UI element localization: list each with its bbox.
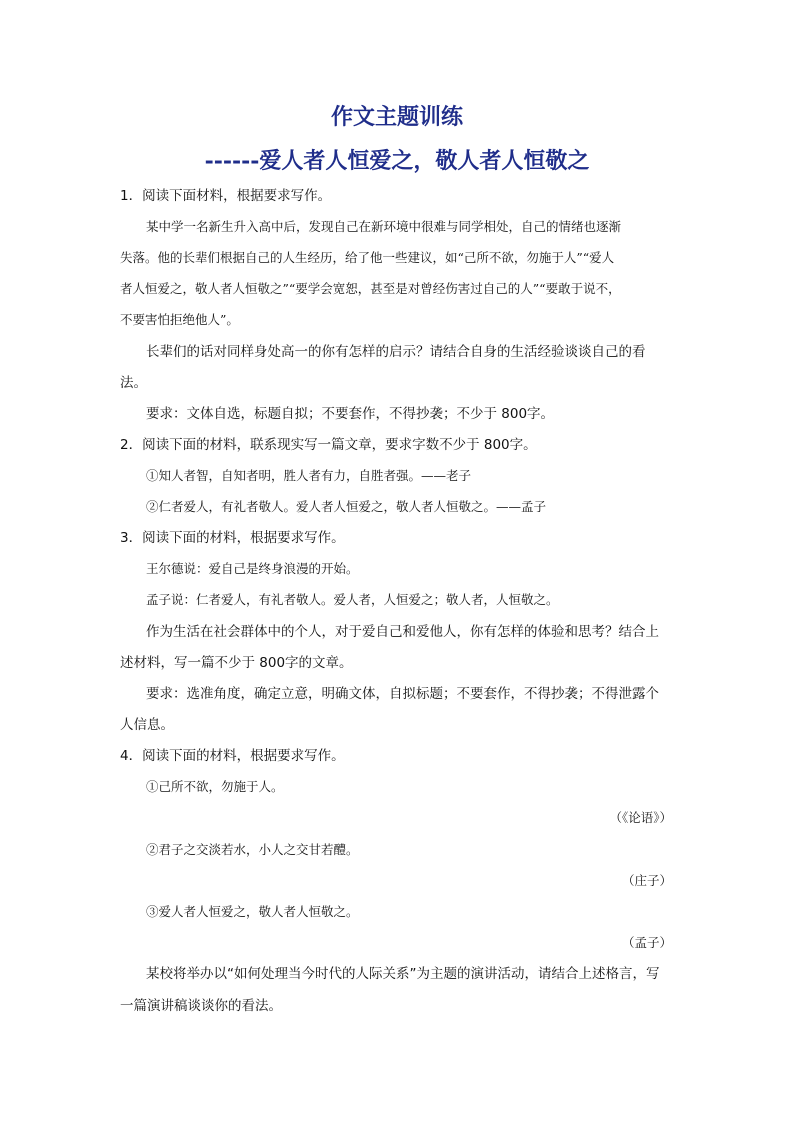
q4-quote-source: （孟子） — [621, 935, 672, 950]
question-4-heading: 4．阅读下面的材料，根据要求写作。 — [120, 748, 345, 764]
q4-quote: ②君子之交淡若水，小人之交甘若醴。 — [146, 842, 359, 857]
q4-prompt-line: 一篇演讲稿谈谈你的看法。 — [120, 998, 282, 1014]
q2-item: ①知人者智，自知者明，胜人者有力，自胜者强。——老子 — [146, 468, 472, 483]
q3-prompt-line: 述材料，写一篇不少于 800字的文章。 — [120, 655, 353, 671]
q4-quote: ①己所不欲，勿施于人。 — [146, 779, 284, 794]
q2-item: ②仁者爱人，有礼者敬人。爱人者人恒爱之，敬人者人恒敬之。——孟子 — [146, 499, 547, 514]
q3-item: 孟子说：仁者爱人，有礼者敬人。爱人者，人恒爱之；敬人者，人恒敬之。 — [146, 592, 559, 607]
q3-requirement-line: 要求：选准角度，确定立意，明确文体，自拟标题；不要套作，不得抄袭；不得泄露个 — [146, 686, 659, 702]
q1-requirement: 要求：文体自选，标题自拟；不要套作，不得抄袭；不少于 800字。 — [146, 406, 555, 422]
q4-quote-source: （庄子） — [621, 873, 672, 888]
q3-item: 王尔德说：爱自己是终身浪漫的开始。 — [146, 561, 359, 576]
page-title: 作文主题训练 — [330, 104, 463, 130]
q1-material-line: 失落。他的长辈们根据自己的人生经历，给了他一些建议，如“己所不欲，勿施于人”“爱人 — [120, 250, 615, 265]
q1-material-line: 某中学一名新生升入高中后，发现自己在新环境中很难与同学相处，自己的情绪也逐渐 — [146, 219, 622, 234]
q1-material-line: 者人恒爱之，敬人者人恒敬之”“要学会宽恕，甚至是对曾经伤害过自己的人”“要敢于说不， — [120, 281, 621, 296]
question-2-heading: 2．阅读下面的材料，联系现实写一篇文章，要求字数不少于 800字。 — [120, 437, 537, 453]
page-subtitle: ------爱人者人恒爱之，敬人者人恒敬之 — [204, 148, 590, 174]
question-1-heading: 1．阅读下面材料，根据要求写作。 — [120, 188, 332, 204]
q3-prompt-line: 作为生活在社会群体中的个人，对于爱自己和爱他人，你有怎样的体验和思考？结合上 — [146, 624, 659, 640]
q4-quote: ③爱人者人恒爱之，敬人者人恒敬之。 — [146, 904, 359, 919]
q3-requirement-line: 人信息。 — [120, 717, 174, 733]
question-3-heading: 3．阅读下面的材料，根据要求写作。 — [120, 530, 345, 546]
q4-quote-source: （《论语》） — [609, 810, 672, 825]
q1-prompt-line: 长辈们的话对同样身处高一的你有怎样的启示？请结合自身的生活经验谈谈自己的看 — [146, 344, 646, 360]
q1-prompt-line: 法。 — [120, 375, 147, 391]
q4-prompt-line: 某校将举办以“如何处理当今时代的人际关系”为主题的演讲活动，请结合上述格言，写 — [146, 966, 660, 982]
q1-material-line: 不要害怕拒绝他人”。 — [120, 312, 239, 327]
